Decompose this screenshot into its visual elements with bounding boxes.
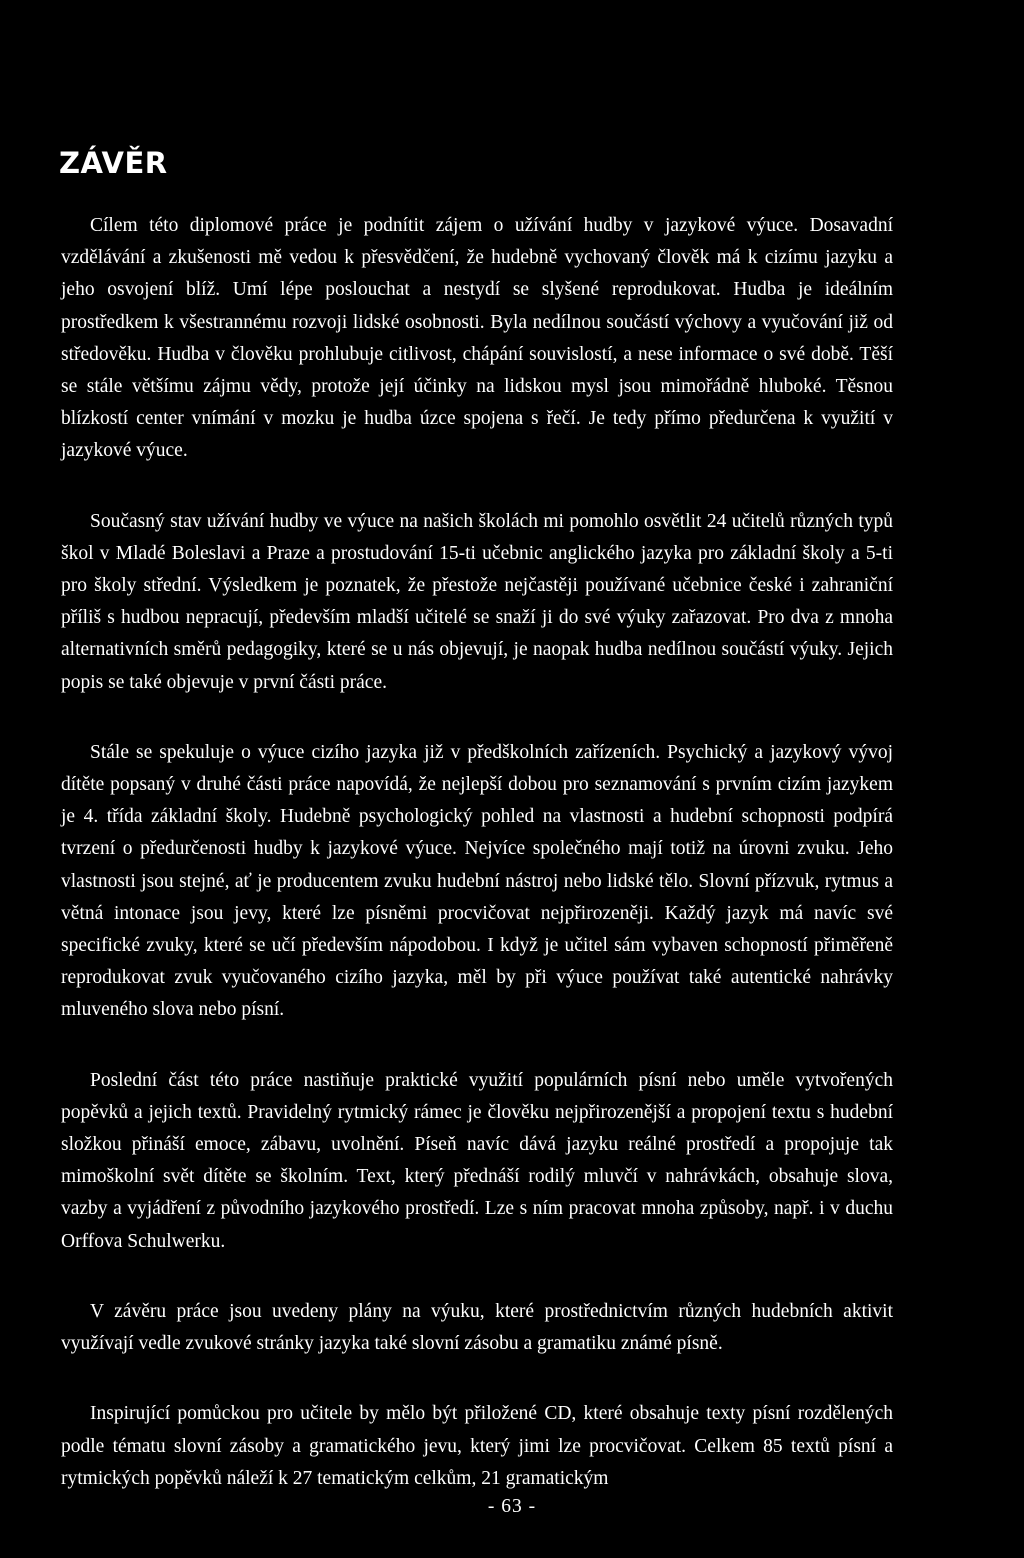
paragraph-2: Současný stav užívání hudby ve výuce na našich školách mi pomohlo osvětlit 24 učitelů různých typů škol v Mladé Boleslavi a Praze a prostudování 15-ti učebnic anglického jazyka pro základní školy a 5-ti pro školy střední. Výsledkem je poznatek, že přestože nejčastěji používané učebnice české i zahraniční příliš s hudbou nepracují, především mladší učitelé se snaží ji do své výuky zařazovat. Pro dva z mnoha alternativních směrů pedagogiky, které se u nás objevují, je naopak hudba nedílnou součástí výuky. Jejich popis se také objevuje v první části práce. [61,510,893,693]
paragraph-3: Stále se spekuluje o výuce cizího jazyka již v předškolních zařízeních. Psychický a jazykový vývoj dítěte popsaný v druhé části práce napovídá, že nejlepší dobou pro seznamování s prvním cizím jazykem je 4. třída základní školy. Hudebně psychologický pohled na vlastnosti a hudební schopnosti podpírá tvrzení o předurčenosti hudby k jazykové výuce. Nejvíce společného mají totiž na úrovni zvuku. Jeho vlastnosti jsou stejné, ať je producentem zvuku hudební nástroj nebo lidské tělo. Slovní přízvuk, rytmus a větná intonace jsou jevy, které lze písněmi procvičovat nejpřirozeněji. Každý jazyk má navíc své specifické zvuky, které se učí především nápodobou. I když je učitel sám vybaven schopností přiměřeně reprodukovat zvuk vyučovaného cizího jazyka, měl by při výuce používat také autentické nahrávky mluveného slova nebo písní. [61,741,893,1021]
page-number: - 63 - [487,1496,537,1517]
paragraph-6: Inspirující pomůckou pro učitele by mělo být přiložené CD, které obsahuje texty písní rozdělených podle tématu slovní zásoby a gramatického jevu, který jimi lze procvičovat. Celkem 85 textů písní a rytmických popěvků náleží k 27 tematickým celkům, 21 gramatickým [61,1403,893,1489]
body-text [61,210,893,1495]
paragraph-1: Cílem této diplomové práce je podnítit zájem o užívání hudby v jazykové výuce. Dosavadní vzdělávání a zkušenosti mě vedou k přesvědčení, že hudebně vychovaný člověk má k cizímu jazyku a jeho osvojení blíž. Umí lépe poslouchat a nestydí se slyšené reprodukovat. Hudba je ideálním prostředkem k všestrannému rozvoji lidské osobnosti. Byla nedílnou součástí výchovy a vyučování již od středověku. Hudba v člověku prohlubuje citlivost, chápání souvislostí, a nese informace o své době. Těší se stále většímu zájmu vědy, protože její účinky na lidskou mysl jsou mimořádně hluboké. Těsnou blízkostí center vnímání v mozku je hudba úzce spojena s řečí. Je tedy přímo předurčena k využití v jazykové výuce. [61,215,893,462]
section-heading: ZÁVĚR [59,146,168,180]
paragraph-5: V závěru práce jsou uvedeny plány na výuku, které prostřednictvím různých hudebních aktivit využívají vedle zvukové stránky jazyka také slovní zásobu a gramatiku známé písně. [61,1300,893,1355]
paragraph-4: Poslední část této práce nastiňuje praktické využití populárních písní nebo uměle vytvořených popěvků a jejich textů. Pravidelný rytmický rámec je člověku nejpřirozenější a propojení textu s hudební složkou přináší emoce, zábavu, uvolnění. Píseň navíc dává jazyku reálné prostředí a propojuje tak mimoškolní svět dítěte se školním. Text, který přednáší rodilý mluvčí v nahrávkách, obsahuje slova, vazby a vyjádření z původního jazykového prostředí. Lze s ním pracovat mnoha způsoby, např. i v duchu Orffova Schulwerku. [61,1069,893,1252]
